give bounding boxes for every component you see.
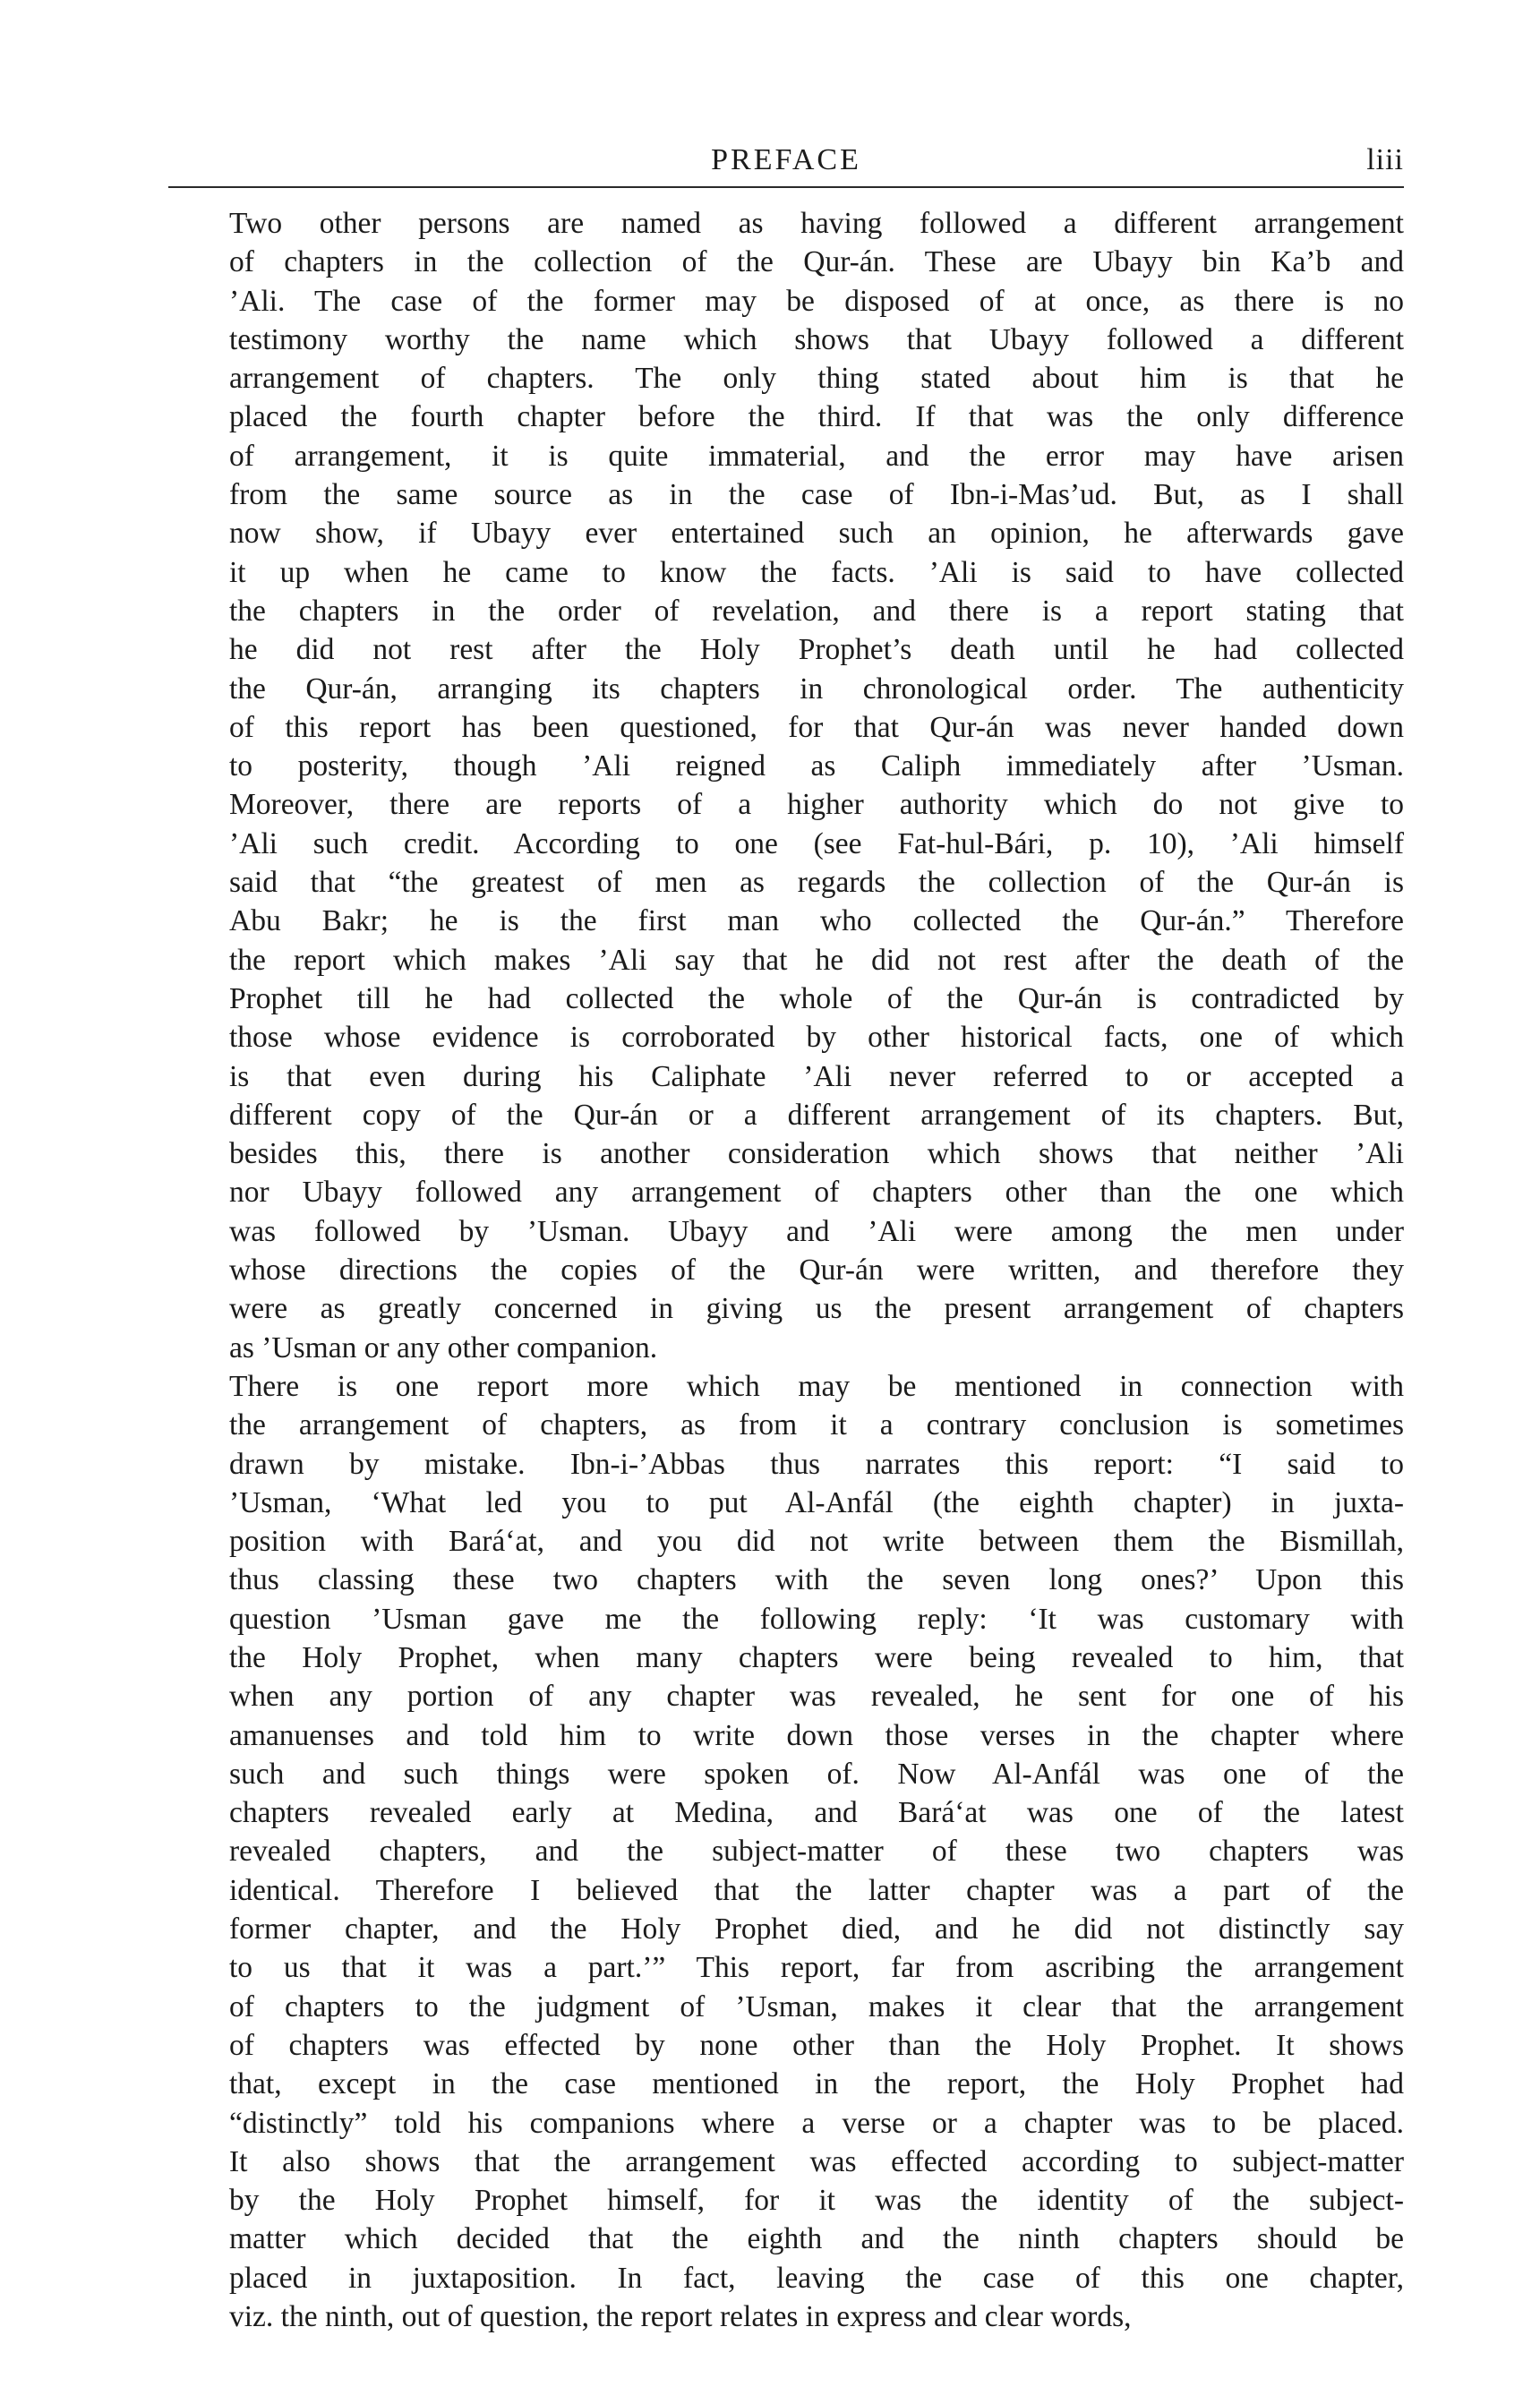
text-line: arrangement of chapters. The only thing stated about him is that he [229, 362, 1404, 396]
text-line: revealed chapters, and the subject-matter of these two chapters was [229, 1835, 1404, 1869]
text-line: nor Ubayy followed any arrangement of chapters other than the one which [229, 1176, 1404, 1210]
text-line: placed the fourth chapter before the third. If that was the only difference [229, 400, 1404, 434]
text-line: Two other persons are named as having followed a different arrangement [229, 207, 1404, 240]
text-line: it up when he came to know the facts. ’Ali is said to have collected [229, 555, 1404, 589]
text-line: thus classing these two chapters with the seven long ones?’ Upon this [229, 1563, 1404, 1597]
text-line: matter which decided that the eighth and the ninth chapters should be [229, 2222, 1404, 2256]
text-line: he did not rest after the Holy Prophet’s death until he had collected [229, 633, 1404, 667]
text-line: to us that it was a part.’” This report, far from ascribing the arrangement [229, 1951, 1404, 1985]
text-line: is that even during his Caliphate ’Ali never referred to or accepted a [229, 1059, 1404, 1093]
text-line: “distinctly” told his companions where a verse or a chapter was to be placed. [229, 2106, 1404, 2140]
text-line: ’Ali. The case of the former may be disposed of at once, as there is no [229, 284, 1404, 318]
text-line: Abu Bakr; he is the first man who collected the Qur-án.” Therefore [229, 904, 1404, 938]
text-line: of arrangement, it is quite immaterial, and the error may have arisen [229, 439, 1404, 473]
text-line: of this report has been questioned, for that Qur-án was never handed down [229, 710, 1404, 744]
text-line: the chapters in the order of revelation, and there is a report stating that [229, 594, 1404, 628]
paragraph [168, 1367, 1404, 2336]
text-line: of chapters was effected by none other than the Holy Prophet. It shows [229, 2028, 1404, 2062]
text-line: when any portion of any chapter was revealed, he sent for one of his [229, 1680, 1404, 1714]
text-line: testimony worthy the name which shows that Ubayy followed a different [229, 322, 1404, 356]
text-line: besides this, there is another consideration which shows that neither ’Ali [229, 1137, 1404, 1171]
text-line: viz. the ninth, out of question, the report relates in express and clear words, [229, 2300, 1132, 2334]
text-line: question ’Usman gave me the following reply: ‘It was customary with [229, 1602, 1404, 1636]
text-line: of chapters in the collection of the Qur-án. These are Ubayy bin Ka’b and [229, 245, 1404, 279]
text-line: of chapters to the judgment of ’Usman, makes it clear that the arrangement [229, 1989, 1404, 2023]
text-line: different copy of the Qur-án or a different arrangement of its chapters. But, [229, 1098, 1404, 1132]
text-line: Prophet till he had collected the whole of the Qur-án is contradicted by [229, 981, 1404, 1015]
text-line: identical. Therefore I believed that the latter chapter was a part of the [229, 1873, 1404, 1907]
text-line: the Holy Prophet, when many chapters were being revealed to him, that [229, 1640, 1404, 1674]
running-title: PREFACE [711, 143, 861, 176]
text-line: There is one report more which may be mentioned in connection with [229, 1369, 1404, 1403]
header-rule [168, 186, 1404, 188]
text-line: the Qur-án, arranging its chapters in chronological order. The authenticity [229, 672, 1404, 706]
running-head [168, 134, 1404, 184]
text-line: amanuenses and told him to write down those verses in the chapter where [229, 1718, 1404, 1752]
text-line: the arrangement of chapters, as from it a contrary conclusion is sometimes [229, 1408, 1404, 1442]
text-line: ’Ali such credit. According to one (see Fat-hul-Bári, p. 10), ’Ali himself [229, 826, 1404, 860]
text-line: placed in juxtaposition. In fact, leaving the case of this one chapter, [229, 2261, 1404, 2295]
text-line: such and such things were spoken of. Now Al-Anfál was one of the [229, 1757, 1404, 1791]
text-line: ’Usman, ‘What led you to put Al-Anfál (the eighth chapter) in juxta- [229, 1485, 1404, 1519]
text-line: those whose evidence is corroborated by other historical facts, one of which [229, 1021, 1404, 1055]
text-line: as ’Usman or any other companion. [229, 1330, 658, 1365]
text-line: was followed by ’Usman. Ubayy and ’Ali were among the men under [229, 1214, 1404, 1248]
text-line: to posterity, though ’Ali reigned as Caliph immediately after ’Usman. [229, 749, 1404, 783]
body-text [168, 204, 1404, 2336]
text-line: the report which makes ’Ali say that he did not rest after the death of the [229, 943, 1404, 977]
text-line: said that “the greatest of men as regards the collection of the Qur-án is [229, 866, 1404, 900]
text-line: that, except in the case mentioned in the report, the Holy Prophet had [229, 2067, 1404, 2101]
text-line: former chapter, and the Holy Prophet died, and he did not distinctly say [229, 1912, 1404, 1946]
text-line: now show, if Ubayy ever entertained such an opinion, he afterwards gave [229, 517, 1404, 551]
document-page [168, 134, 1404, 2336]
text-line: Moreover, there are reports of a higher authority which do not give to [229, 788, 1404, 822]
text-line: were as greatly concerned in giving us the present arrangement of chapters [229, 1292, 1404, 1326]
text-line: from the same source as in the case of Ibn-i-Mas’ud. But, as I shall [229, 478, 1404, 512]
paragraph [168, 204, 1404, 1367]
text-line: by the Holy Prophet himself, for it was the identity of the subject- [229, 2184, 1404, 2218]
text-line: drawn by mistake. Ibn-i-’Abbas thus narrates this report: “I said to [229, 1447, 1404, 1481]
page-number: liii [1366, 143, 1404, 176]
text-line: position with Bará‘at, and you did not write between them the Bismillah, [229, 1525, 1404, 1559]
text-line: It also shows that the arrangement was effected according to subject-matter [229, 2144, 1404, 2178]
text-line: whose directions the copies of the Qur-án were written, and therefore they [229, 1253, 1404, 1288]
text-line: chapters revealed early at Medina, and Bará‘at was one of the latest [229, 1796, 1404, 1830]
